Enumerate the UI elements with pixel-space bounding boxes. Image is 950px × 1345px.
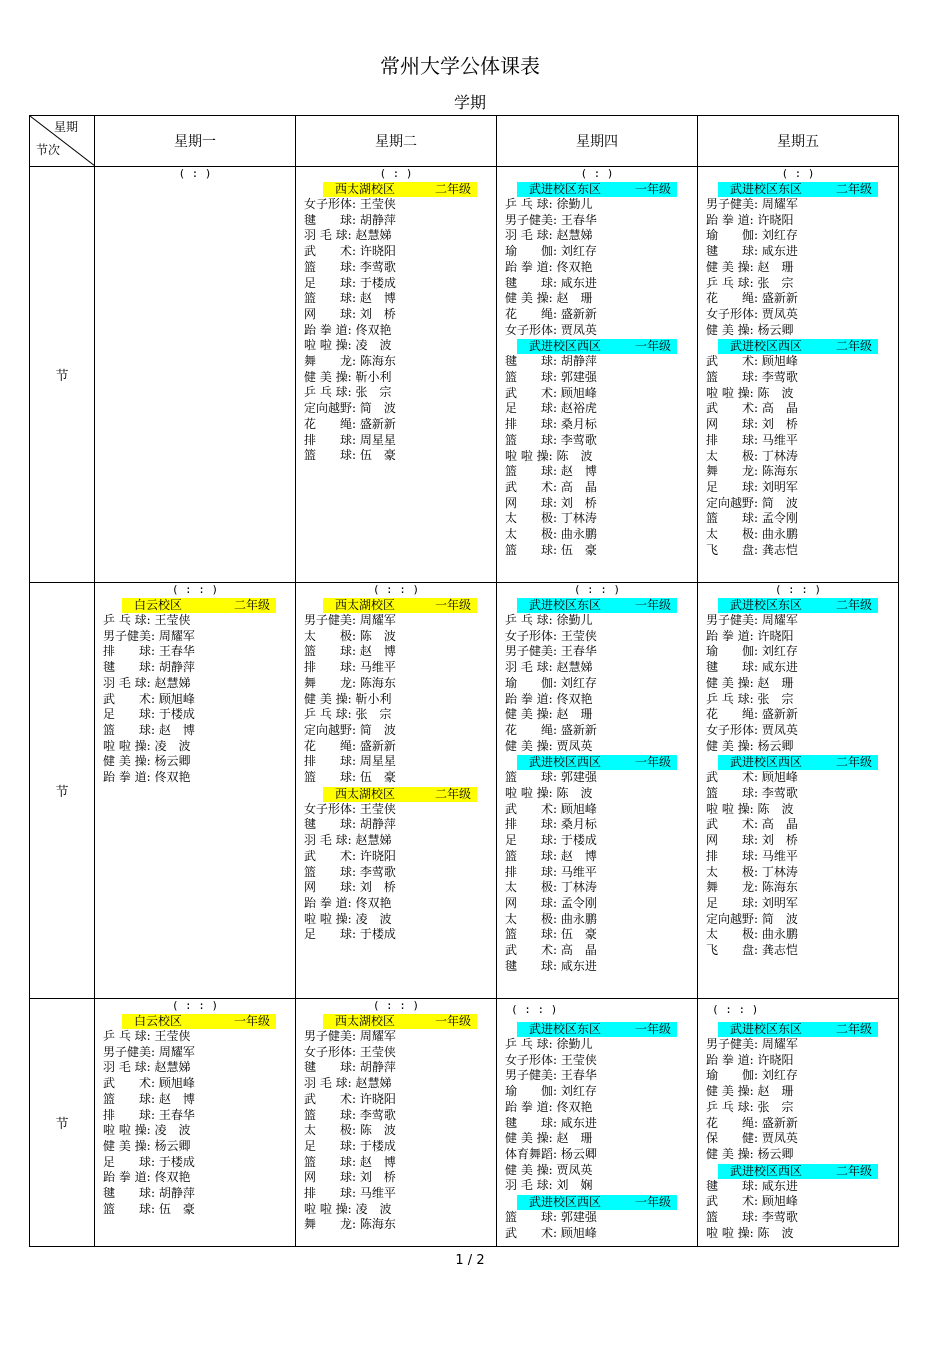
course-entry: 花 绳: 盛新新 bbox=[706, 707, 798, 722]
campus-grade-band bbox=[718, 182, 878, 197]
course-entry: 男子健美: 周耀军 bbox=[103, 1044, 195, 1059]
course-entry: 羽 毛 球: 刘 娴 bbox=[505, 1178, 593, 1193]
course-entry: 男子健美: 周耀军 bbox=[706, 197, 798, 211]
course-entry: 体育舞蹈: 杨云卿 bbox=[505, 1146, 597, 1161]
corner-cell bbox=[30, 116, 95, 167]
course-entry: 定向越野: 简 波 bbox=[304, 401, 396, 416]
schedule-cell bbox=[698, 583, 899, 999]
course-entry: 足 球: 于楼成 bbox=[103, 707, 195, 722]
course-entry: 定向越野: 简 波 bbox=[706, 495, 798, 510]
course-entry: 毽 球: 咸东进 bbox=[706, 244, 798, 259]
campus-label: 武进校区东区 bbox=[730, 182, 803, 196]
course-entry: 武 术: 顾旭峰 bbox=[505, 801, 597, 816]
course-entry: 篮 球: 赵 博 bbox=[304, 1154, 396, 1169]
course-entry: 篮 球: 李莺歌 bbox=[706, 370, 798, 385]
row-label: 节 bbox=[30, 583, 95, 999]
course-entry: 健 美 操: 赵 珊 bbox=[706, 259, 794, 274]
course-entry: 篮 球: 李莺歌 bbox=[304, 259, 396, 274]
course-entry: 篮 球: 孟令刚 bbox=[706, 511, 798, 526]
grade-label: 二年级 bbox=[835, 755, 872, 770]
course-entry: 武 术: 顾旭峰 bbox=[505, 1225, 597, 1240]
course-entry: 乒 乓 球: 徐勤儿 bbox=[505, 197, 593, 211]
campus-grade-band bbox=[718, 598, 878, 613]
course-entry: 篮 球: 郭建强 bbox=[505, 370, 597, 385]
course-entry: 女子形体: 王莹侠 bbox=[505, 628, 597, 643]
course-entry: 网 球: 孟令刚 bbox=[505, 895, 597, 910]
course-entry: 排 球: 马维平 bbox=[706, 432, 798, 447]
course-entry: 保 健: 贾凤英 bbox=[706, 1131, 798, 1146]
course-entry: 太 极: 丁林涛 bbox=[505, 511, 597, 526]
course-entry: 太 极: 丁林涛 bbox=[706, 864, 798, 879]
course-entry: 舞 龙: 陈海东 bbox=[304, 675, 396, 690]
course-entry: 足 球: 于楼成 bbox=[505, 833, 597, 848]
course-entry: 乒 乓 球: 王莹侠 bbox=[103, 613, 191, 627]
course-entry: 健 美 操: 赵 珊 bbox=[505, 1131, 593, 1146]
schedule-table bbox=[29, 115, 899, 1247]
grade-label: 一年级 bbox=[634, 598, 671, 612]
day-header: 星期五 bbox=[698, 116, 899, 167]
course-entry: 羽 毛 球: 赵慧娣 bbox=[304, 228, 392, 243]
grade-label: 一年级 bbox=[434, 1014, 471, 1028]
course-entry: 武 术: 顾旭峰 bbox=[103, 691, 195, 706]
time-slot: ( : ) bbox=[580, 167, 614, 180]
campus-label: 西太湖校区 bbox=[335, 786, 396, 801]
campus-grade-band bbox=[323, 1014, 477, 1029]
campus-label: 白云校区 bbox=[134, 1014, 183, 1028]
course-entry: 女子形体: 王莹侠 bbox=[304, 197, 396, 211]
schedule-cell bbox=[95, 167, 296, 583]
course-entry: 男子健美: 周耀军 bbox=[304, 613, 396, 627]
course-entry: 篮 球: 伍 豪 bbox=[505, 542, 597, 557]
course-entry: 健 美 操: 赵 珊 bbox=[706, 675, 794, 690]
course-entry: 篮 球: 李莺歌 bbox=[304, 864, 396, 879]
course-entry: 篮 球: 李莺歌 bbox=[304, 1107, 396, 1122]
grade-label: 二年级 bbox=[434, 182, 471, 196]
course-entry: 排 球: 马维平 bbox=[706, 848, 798, 863]
course-entry: 花 绳: 盛新新 bbox=[304, 738, 396, 753]
course-entry: 足 球: 刘明军 bbox=[706, 895, 798, 910]
page-title: 常州大学公体课表 bbox=[380, 54, 540, 78]
course-entry: 篮 球: 赵 博 bbox=[103, 1091, 195, 1106]
course-entry: 男子健美: 周耀军 bbox=[304, 1029, 396, 1043]
course-entry: 太 极: 陈 波 bbox=[304, 628, 396, 643]
course-entry: 篮 球: 赵 博 bbox=[304, 291, 396, 306]
row-label: 节 bbox=[30, 999, 95, 1247]
course-entry: 篮 球: 郭建强 bbox=[505, 770, 597, 785]
course-entry: 啦 啦 操: 凌 波 bbox=[103, 738, 191, 753]
schedule-row bbox=[30, 167, 899, 583]
course-entry: 毽 球: 胡静萍 bbox=[103, 660, 195, 675]
campus-label: 武进校区西区 bbox=[529, 339, 602, 354]
course-entry: 男子健美: 王春华 bbox=[505, 212, 597, 227]
course-entry: 瑜 伽: 刘红存 bbox=[505, 244, 597, 259]
campus-label: 西太湖校区 bbox=[335, 1014, 396, 1028]
course-entry: 太 极: 丁林涛 bbox=[706, 448, 798, 463]
course-entry: 飞 盘: 龚志恺 bbox=[706, 542, 798, 557]
course-entry: 跆 拳 道: 佟双艳 bbox=[505, 691, 593, 706]
course-entry: 健 美 操: 杨云卿 bbox=[103, 754, 191, 769]
grade-label: 二年级 bbox=[835, 1022, 872, 1036]
course-entry: 男子健美: 周耀军 bbox=[706, 1037, 798, 1051]
course-entry: 太 极: 曲永鹏 bbox=[706, 527, 798, 542]
course-entry: 乒 乓 球: 张 宗 bbox=[706, 275, 794, 290]
course-entry: 毽 球: 胡静萍 bbox=[304, 1060, 396, 1075]
course-entry: 排 球: 桑月标 bbox=[505, 817, 597, 832]
campus-grade-band bbox=[122, 598, 276, 613]
course-entry: 网 球: 刘 桥 bbox=[706, 833, 798, 848]
course-entry: 足 球: 于楼成 bbox=[103, 1154, 195, 1169]
grade-label: 一年级 bbox=[233, 1014, 270, 1028]
course-entry: 啦 啦 操: 凌 波 bbox=[304, 1201, 392, 1216]
grade-label: 二年级 bbox=[835, 182, 872, 196]
time-slot: ( : ) bbox=[379, 167, 413, 180]
schedule-cell bbox=[698, 999, 899, 1247]
campus-label: 西太湖校区 bbox=[335, 182, 396, 196]
course-entry: 女子形体: 贾凤英 bbox=[706, 722, 798, 737]
course-entry: 健 美 操: 赵 珊 bbox=[505, 291, 593, 306]
course-entry: 舞 龙: 陈海东 bbox=[304, 1217, 396, 1232]
course-entry: 健 美 操: 赵 珊 bbox=[706, 1084, 794, 1099]
time-slot: ( : : ) bbox=[511, 1003, 558, 1016]
course-entry: 女子形体: 王莹侠 bbox=[505, 1052, 597, 1067]
course-entry: 武 术: 顾旭峰 bbox=[706, 770, 798, 785]
course-entry: 乒 乓 球: 王莹侠 bbox=[103, 1029, 191, 1043]
course-entry: 太 极: 曲永鹏 bbox=[505, 527, 597, 542]
course-entry: 羽 毛 球: 赵慧娣 bbox=[505, 660, 593, 675]
grade-label: 二年级 bbox=[835, 598, 872, 612]
course-entry: 武 术: 高 晶 bbox=[505, 943, 597, 958]
course-entry: 排 球: 桑月标 bbox=[505, 417, 597, 432]
schedule-cell bbox=[497, 999, 698, 1247]
course-entry: 毽 球: 胡静萍 bbox=[304, 817, 396, 832]
course-entry: 乒 乓 球: 张 宗 bbox=[304, 385, 392, 400]
course-entry: 啦 啦 操: 陈 波 bbox=[706, 385, 794, 400]
course-entry: 花 绳: 盛新新 bbox=[505, 722, 597, 737]
course-entry: 毽 球: 咸东进 bbox=[505, 1115, 597, 1130]
course-entry: 篮 球: 伍 豪 bbox=[304, 448, 396, 463]
campus-grade-band bbox=[718, 755, 878, 770]
course-entry: 篮 球: 李莺歌 bbox=[706, 1210, 798, 1225]
course-entry: 乒 乓 球: 张 宗 bbox=[706, 1099, 794, 1114]
schedule-row bbox=[30, 583, 899, 999]
course-entry: 跆 拳 道: 佟双艳 bbox=[304, 322, 392, 337]
course-entry: 啦 啦 操: 凌 波 bbox=[103, 1123, 191, 1138]
course-entry: 太 极: 陈 波 bbox=[304, 1123, 396, 1138]
day-header: 星期四 bbox=[497, 116, 698, 167]
course-entry: 足 球: 于楼成 bbox=[304, 1138, 396, 1153]
course-entry: 武 术: 许晓阳 bbox=[304, 244, 396, 259]
course-entry: 跆 拳 道: 佟双艳 bbox=[304, 895, 392, 910]
campus-label: 武进校区西区 bbox=[529, 755, 602, 770]
course-entry: 羽 毛 球: 赵慧娣 bbox=[304, 1076, 392, 1091]
course-entry: 足 球: 于楼成 bbox=[304, 927, 396, 942]
course-entry: 健 美 操: 赵 珊 bbox=[505, 707, 593, 722]
campus-grade-band bbox=[517, 598, 677, 613]
page-number: 1 / 2 bbox=[455, 1253, 485, 1268]
time-slot: ( : : ) bbox=[372, 999, 420, 1012]
course-entry: 武 术: 顾旭峰 bbox=[706, 354, 798, 369]
course-entry: 武 术: 许晓阳 bbox=[304, 848, 396, 863]
course-entry: 瑜 伽: 刘红存 bbox=[706, 644, 798, 659]
course-entry: 健 美 操: 杨云卿 bbox=[706, 738, 794, 753]
course-entry: 太 极: 曲永鹏 bbox=[706, 927, 798, 942]
course-entry: 瑜 伽: 刘红存 bbox=[706, 1068, 798, 1083]
course-entry: 篮 球: 赵 博 bbox=[103, 722, 195, 737]
time-slot: ( : : ) bbox=[171, 999, 219, 1012]
campus-label: 武进校区西区 bbox=[730, 1163, 803, 1178]
schedule-cell bbox=[95, 999, 296, 1247]
corner-section-label: 节次 bbox=[36, 143, 61, 157]
campus-label: 武进校区西区 bbox=[529, 1195, 602, 1210]
course-entry: 男子健美: 王春华 bbox=[505, 1068, 597, 1083]
course-entry: 毽 球: 胡静萍 bbox=[505, 354, 597, 369]
time-slot: ( : : ) bbox=[774, 583, 822, 596]
course-entry: 花 绳: 盛新新 bbox=[505, 306, 597, 321]
course-entry: 篮 球: 赵 博 bbox=[304, 644, 396, 659]
course-entry: 足 球: 赵裕虎 bbox=[505, 401, 597, 416]
header-row bbox=[30, 116, 899, 167]
campus-grade-band bbox=[517, 755, 677, 770]
campus-label: 白云校区 bbox=[134, 598, 183, 612]
course-entry: 篮 球: 赵 博 bbox=[505, 464, 597, 479]
campus-grade-band bbox=[718, 1022, 878, 1037]
course-entry: 啦 啦 操: 陈 波 bbox=[706, 1225, 794, 1240]
schedule-cell bbox=[497, 167, 698, 583]
campus-label: 武进校区东区 bbox=[730, 598, 803, 612]
course-entry: 武 术: 高 晶 bbox=[505, 479, 597, 494]
course-entry: 乒 乓 球: 徐勤儿 bbox=[505, 613, 593, 627]
campus-label: 武进校区东区 bbox=[529, 1022, 602, 1036]
page-subtitle: 学期 bbox=[453, 93, 486, 112]
schedule-cell bbox=[296, 999, 497, 1247]
course-entry: 羽 毛 球: 赵慧娣 bbox=[304, 833, 392, 848]
course-entry: 毽 球: 胡静萍 bbox=[304, 212, 396, 227]
course-entry: 花 绳: 盛新新 bbox=[706, 1115, 798, 1130]
row-label: 节 bbox=[30, 167, 95, 583]
campus-label: 武进校区西区 bbox=[730, 339, 803, 354]
course-entry: 排 球: 周星星 bbox=[304, 432, 396, 447]
course-entry: 瑜 伽: 刘红存 bbox=[505, 1084, 597, 1099]
course-entry: 网 球: 刘 桥 bbox=[304, 1170, 396, 1185]
course-entry: 瑜 伽: 刘红存 bbox=[706, 228, 798, 243]
course-entry: 篮 球: 赵 博 bbox=[505, 848, 597, 863]
campus-grade-band bbox=[323, 182, 477, 197]
course-entry: 定向越野: 简 波 bbox=[706, 911, 798, 926]
course-entry: 网 球: 刘 桥 bbox=[304, 880, 396, 895]
course-entry: 乒 乓 球: 徐勤儿 bbox=[505, 1037, 593, 1051]
course-entry: 舞 龙: 陈海东 bbox=[304, 354, 396, 369]
course-entry: 羽 毛 球: 赵慧娣 bbox=[505, 228, 593, 243]
course-entry: 跆 拳 道: 佟双艳 bbox=[505, 1099, 593, 1114]
grade-label: 一年级 bbox=[634, 182, 671, 196]
course-entry: 飞 盘: 龚志恺 bbox=[706, 943, 798, 958]
course-entry: 女子形体: 贾凤英 bbox=[706, 306, 798, 321]
schedule-cell bbox=[296, 167, 497, 583]
course-entry: 花 绳: 盛新新 bbox=[304, 416, 396, 431]
course-entry: 排 球: 周星星 bbox=[304, 754, 396, 769]
course-entry: 足 球: 刘明军 bbox=[706, 479, 798, 494]
schedule-cell bbox=[296, 583, 497, 999]
grade-label: 二年级 bbox=[835, 339, 872, 354]
course-entry: 啦 啦 操: 凌 波 bbox=[304, 911, 392, 926]
course-entry: 跆 拳 道: 佟双艳 bbox=[103, 1170, 191, 1185]
course-entry: 篮 球: 郭建强 bbox=[505, 1210, 597, 1225]
grade-label: 一年级 bbox=[634, 755, 671, 770]
course-entry: 篮 球: 伍 豪 bbox=[505, 927, 597, 942]
course-entry: 定向越野: 简 波 bbox=[304, 722, 396, 737]
course-entry: 篮 球: 李莺歌 bbox=[505, 432, 597, 447]
campus-grade-band bbox=[517, 1195, 677, 1210]
grade-label: 二年级 bbox=[233, 598, 270, 612]
campus-grade-band bbox=[718, 1164, 878, 1179]
course-entry: 女子形体: 王莹侠 bbox=[304, 1044, 396, 1059]
course-entry: 健 美 操: 杨云卿 bbox=[103, 1138, 191, 1153]
course-entry: 花 绳: 盛新新 bbox=[706, 291, 798, 306]
course-entry: 男子健美: 周耀军 bbox=[103, 628, 195, 643]
course-entry: 健 美 操: 杨云卿 bbox=[706, 322, 794, 337]
campus-label: 武进校区东区 bbox=[529, 182, 602, 196]
grade-label: 二年级 bbox=[835, 1163, 872, 1178]
grade-label: 二年级 bbox=[434, 786, 471, 801]
course-entry: 篮 球: 伍 豪 bbox=[103, 1201, 195, 1216]
course-entry: 武 术: 高 晶 bbox=[706, 401, 798, 416]
campus-grade-band bbox=[517, 339, 677, 354]
course-entry: 羽 毛 球: 赵慧娣 bbox=[103, 675, 191, 690]
campus-grade-band bbox=[323, 598, 477, 613]
course-entry: 排 球: 马维平 bbox=[304, 1186, 396, 1201]
course-entry: 毽 球: 胡静萍 bbox=[103, 1186, 195, 1201]
course-entry: 排 球: 马维平 bbox=[304, 660, 396, 675]
course-entry: 男子健美: 王春华 bbox=[505, 644, 597, 659]
schedule-cell bbox=[95, 583, 296, 999]
grade-label: 一年级 bbox=[434, 598, 471, 612]
campus-grade-band bbox=[517, 1022, 677, 1037]
course-entry: 男子健美: 周耀军 bbox=[706, 613, 798, 627]
time-slot: ( : : ) bbox=[171, 583, 219, 596]
campus-grade-band bbox=[517, 182, 677, 197]
course-entry: 健 美 操: 贾凤英 bbox=[505, 1162, 593, 1177]
campus-label: 武进校区东区 bbox=[529, 598, 602, 612]
day-header: 星期一 bbox=[95, 116, 296, 167]
grade-label: 一年级 bbox=[634, 1195, 671, 1210]
course-entry: 乒 乓 球: 张 宗 bbox=[304, 707, 392, 722]
course-entry: 瑜 伽: 刘红存 bbox=[505, 675, 597, 690]
course-entry: 太 极: 丁林涛 bbox=[505, 880, 597, 895]
course-entry: 毽 球: 咸东进 bbox=[505, 275, 597, 290]
course-entry: 武 术: 许晓阳 bbox=[304, 1091, 396, 1106]
course-entry: 啦 啦 操: 凌 波 bbox=[304, 338, 392, 353]
schedule-row bbox=[30, 999, 899, 1247]
course-entry: 健 美 操: 杨云卿 bbox=[706, 1146, 794, 1161]
course-entry: 毽 球: 咸东进 bbox=[706, 660, 798, 675]
course-entry: 排 球: 王春华 bbox=[103, 1107, 195, 1122]
course-entry: 女子形体: 贾凤英 bbox=[505, 322, 597, 337]
course-entry: 啦 啦 操: 陈 波 bbox=[706, 801, 794, 816]
time-slot: ( : : ) bbox=[712, 1003, 759, 1016]
campus-grade-band bbox=[122, 1014, 276, 1029]
course-entry: 跆 拳 道: 佟双艳 bbox=[103, 770, 191, 785]
course-entry: 太 极: 曲永鹏 bbox=[505, 911, 597, 926]
course-entry: 毽 球: 咸东进 bbox=[706, 1178, 798, 1193]
grade-label: 一年级 bbox=[634, 1022, 671, 1036]
course-entry: 网 球: 刘 桥 bbox=[706, 417, 798, 432]
course-entry: 跆 拳 道: 许晓阳 bbox=[706, 212, 794, 227]
course-entry: 武 术: 高 晶 bbox=[706, 817, 798, 832]
course-entry: 啦 啦 操: 陈 波 bbox=[505, 448, 593, 463]
course-entry: 乒 乓 球: 张 宗 bbox=[706, 691, 794, 706]
course-entry: 篮 球: 伍 豪 bbox=[304, 770, 396, 785]
time-slot: ( : ) bbox=[781, 167, 815, 180]
day-header: 星期二 bbox=[296, 116, 497, 167]
course-entry: 健 美 操: 靳小利 bbox=[304, 691, 392, 706]
course-entry: 毽 球: 咸东进 bbox=[505, 958, 597, 973]
course-entry: 跆 拳 道: 许晓阳 bbox=[706, 1052, 794, 1067]
course-entry: 舞 龙: 陈海东 bbox=[706, 464, 798, 479]
course-entry: 跆 拳 道: 许晓阳 bbox=[706, 628, 794, 643]
time-slot: ( : : ) bbox=[372, 583, 420, 596]
time-slot: ( : : ) bbox=[573, 583, 621, 596]
course-entry: 网 球: 刘 桥 bbox=[304, 306, 396, 321]
campus-label: 西太湖校区 bbox=[335, 598, 396, 612]
course-entry: 女子形体: 王莹侠 bbox=[304, 801, 396, 816]
campus-grade-band bbox=[323, 787, 477, 802]
course-entry: 网 球: 刘 桥 bbox=[505, 495, 597, 510]
course-entry: 排 球: 马维平 bbox=[505, 864, 597, 879]
course-entry: 羽 毛 球: 赵慧娣 bbox=[103, 1060, 191, 1075]
course-entry: 啦 啦 操: 陈 波 bbox=[505, 786, 593, 801]
course-entry: 排 球: 王春华 bbox=[103, 644, 195, 659]
course-entry: 武 术: 顾旭峰 bbox=[706, 1194, 798, 1209]
corner-week-label: 星期 bbox=[53, 120, 78, 134]
schedule-cell bbox=[698, 167, 899, 583]
course-entry: 健 美 操: 靳小利 bbox=[304, 369, 392, 384]
course-entry: 健 美 操: 贾凤英 bbox=[505, 738, 593, 753]
course-entry: 武 术: 顾旭峰 bbox=[103, 1076, 195, 1091]
course-entry: 篮 球: 李莺歌 bbox=[706, 786, 798, 801]
time-slot: ( : ) bbox=[178, 167, 212, 180]
course-entry: 足 球: 于楼成 bbox=[304, 275, 396, 290]
schedule-cell bbox=[497, 583, 698, 999]
course-entry: 跆 拳 道: 佟双艳 bbox=[505, 259, 593, 274]
campus-grade-band bbox=[718, 339, 878, 354]
course-entry: 舞 龙: 陈海东 bbox=[706, 880, 798, 895]
campus-label: 武进校区西区 bbox=[730, 755, 803, 770]
course-entry: 武 术: 顾旭峰 bbox=[505, 385, 597, 400]
grade-label: 一年级 bbox=[634, 339, 671, 354]
campus-label: 武进校区东区 bbox=[730, 1022, 803, 1036]
